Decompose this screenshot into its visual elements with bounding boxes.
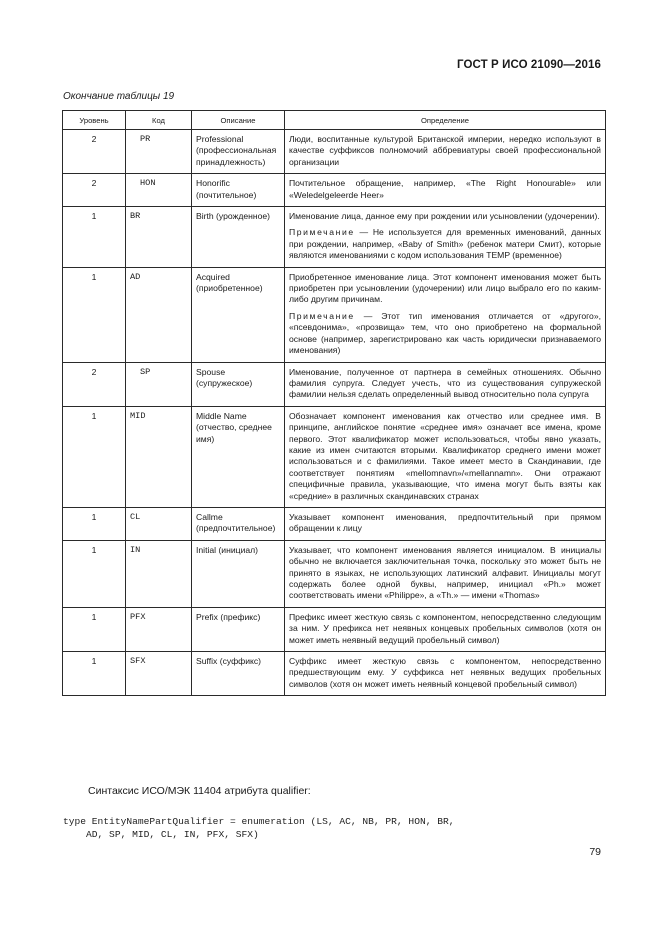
standard-header: ГОСТ Р ИСО 21090—2016 xyxy=(456,59,601,71)
level-cell: 1 xyxy=(63,507,126,540)
description-cell: Middle Name (отчество, среднее имя) xyxy=(192,406,285,507)
note-label: Примечание xyxy=(289,227,355,238)
definition-cell xyxy=(285,267,606,362)
note-text: — Не используется для временных именований, данных при рождении, например, «Baby of Smith» (ребенок матери Смит), которые являются именованиями с кодом использования TEMP (временное) xyxy=(289,227,601,261)
table-row xyxy=(63,130,606,174)
level-cell: 2 xyxy=(63,130,126,174)
description-cell: Prefix (префикс) xyxy=(192,607,285,651)
level-cell: 1 xyxy=(63,207,126,268)
definition-text: Почтительное обращение, например, «The Right Honourable» или «Weledelgeleerde Heer» xyxy=(289,178,601,200)
definition-cell xyxy=(285,652,606,696)
table-row xyxy=(63,607,606,651)
table-caption: Окончание таблицы 19 xyxy=(63,91,175,102)
definition-note xyxy=(289,311,601,357)
definition-text: Обозначает компонент именования как отчество или среднее имя. В принципе, английское понятие «среднее имя» означает все имена, кроме первого. Этот квалификатор может использоваться, чтобы явно указать, какие из имен считаются вторыми. Квалификатор среднего имени может использоваться и с фамилиями. Такое имеет место в Скандинавии, где соответствует понятиям «mellomnavn»/«mellannamn». Они отражают специфичные правила, указывающие, что имена могут быть взяты как «средние» в различных скандинавских странах xyxy=(289,410,601,501)
code-cell: MID xyxy=(126,406,192,507)
column-header-definition: Определение xyxy=(285,111,606,130)
definition-cell xyxy=(285,207,606,268)
level-cell: 1 xyxy=(63,607,126,651)
level-cell: 1 xyxy=(63,540,126,607)
definition-cell xyxy=(285,406,606,507)
syntax-code-block: type EntityNamePartQualifier = enumeration (LS, AC, NB, PR, HON, BR, AD, SP, MID, CL, IN, PFX, SFX) xyxy=(63,816,455,840)
description-cell: Acquired (приобретенное) xyxy=(192,267,285,362)
description-cell: Callme (предпочтительное) xyxy=(192,507,285,540)
column-header-description: Описание xyxy=(192,111,285,130)
table-row xyxy=(63,652,606,696)
level-cell: 2 xyxy=(63,362,126,406)
definition-text: Указывает компонент именования, предпочтительный при прямом обращении к лицу xyxy=(289,511,601,534)
code-cell: AD xyxy=(126,267,192,362)
definition-text: Указывает, что компонент именования является инициалом. В инициалы обычно не включается заключительная точка, поскольку это может быть не принято в языках, не использующих латинский алфавит. Инициалы могут содержать более одной буквы, например, инициал «Ph.» может соответствовать имени «Philippe», а «Th.» — имени «Thomas» xyxy=(289,544,601,601)
definition-text: Именование, полученное от партнера в семейных отношениях. Обычно фамилия супруга. Следует учесть, что из существования супружеской фамилии нельзя сделать определенный вывод относительно пола супруга xyxy=(289,366,601,400)
level-cell: 1 xyxy=(63,652,126,696)
code-cell: BR xyxy=(126,207,192,268)
code-cell: PR xyxy=(126,130,192,174)
description-cell: Spouse (супружеское) xyxy=(192,362,285,406)
table-row xyxy=(63,507,606,540)
definition-cell xyxy=(285,174,606,207)
definition-cell xyxy=(285,607,606,651)
level-cell: 1 xyxy=(63,267,126,362)
definition-cell xyxy=(285,130,606,174)
syntax-intro: Синтаксис ИСО/МЭК 11404 атрибута qualifier: xyxy=(88,785,311,797)
level-cell: 2 xyxy=(63,174,126,207)
definition-text: Люди, воспитанные культурой Британской империи, нередко используют в качестве суффиксов полномочий аббревиатуры своей профессиональной организации xyxy=(289,134,601,167)
table-row xyxy=(63,174,606,207)
definition-text: Именование лица, данное ему при рождении или усыновлении (удочерении). xyxy=(289,211,600,222)
description-cell: Initial (инициал) xyxy=(192,540,285,607)
code-cell: CL xyxy=(126,507,192,540)
description-cell: Honorific (почтительное) xyxy=(192,174,285,207)
column-header-level: Уровень xyxy=(63,111,126,130)
code-cell: HON xyxy=(126,174,192,207)
code-cell: SP xyxy=(126,362,192,406)
table-row xyxy=(63,540,606,607)
definition-text: Приобретенное именование лица. Этот компонент именования может быть приобретен при усыновлении (удочерении) или лицо выбрало его по каким-либо другим причинам. xyxy=(289,271,601,305)
definition-cell xyxy=(285,362,606,406)
definition-cell xyxy=(285,540,606,607)
page-number: 79 xyxy=(589,846,601,858)
definition-text: Суффикс имеет жесткую связь с компонентом, непосредственно предшествующим ему. У суффикса нет неявных ведущих пробельных символов (хотя он может иметь неявный концевой пробельный символ) xyxy=(289,656,601,689)
code-cell: IN xyxy=(126,540,192,607)
definition-cell xyxy=(285,507,606,540)
code-cell: SFX xyxy=(126,652,192,696)
table-row xyxy=(63,406,606,507)
description-cell: Suffix (суффикс) xyxy=(192,652,285,696)
definition-text: Префикс имеет жесткую связь с компонентом, непосредственно следующим за ним. У префикса нет неявных концевых пробельных символов (хотя он может иметь неявный ведущий пробельный символ) xyxy=(289,611,601,645)
description-cell: Birth (урожденное) xyxy=(192,207,285,268)
table-row xyxy=(63,267,606,362)
table-row xyxy=(63,362,606,406)
note-label: Примечание xyxy=(289,310,355,321)
note-text: — Этот тип именования отличается от «другого», «псевдонима», «прозвища» тем, что оно приобретено на формальной основе (например, зарегистрировано как часть юридически признаваемого именования) xyxy=(289,310,601,356)
description-cell: Professional (профессиональная принадлежность) xyxy=(192,130,285,174)
column-header-code: Код xyxy=(126,111,192,130)
code-cell: PFX xyxy=(126,607,192,651)
table-row xyxy=(63,207,606,268)
definition-note xyxy=(289,227,601,261)
level-cell: 1 xyxy=(63,406,126,507)
qualifier-table xyxy=(62,110,606,696)
table-header-row xyxy=(63,111,606,130)
